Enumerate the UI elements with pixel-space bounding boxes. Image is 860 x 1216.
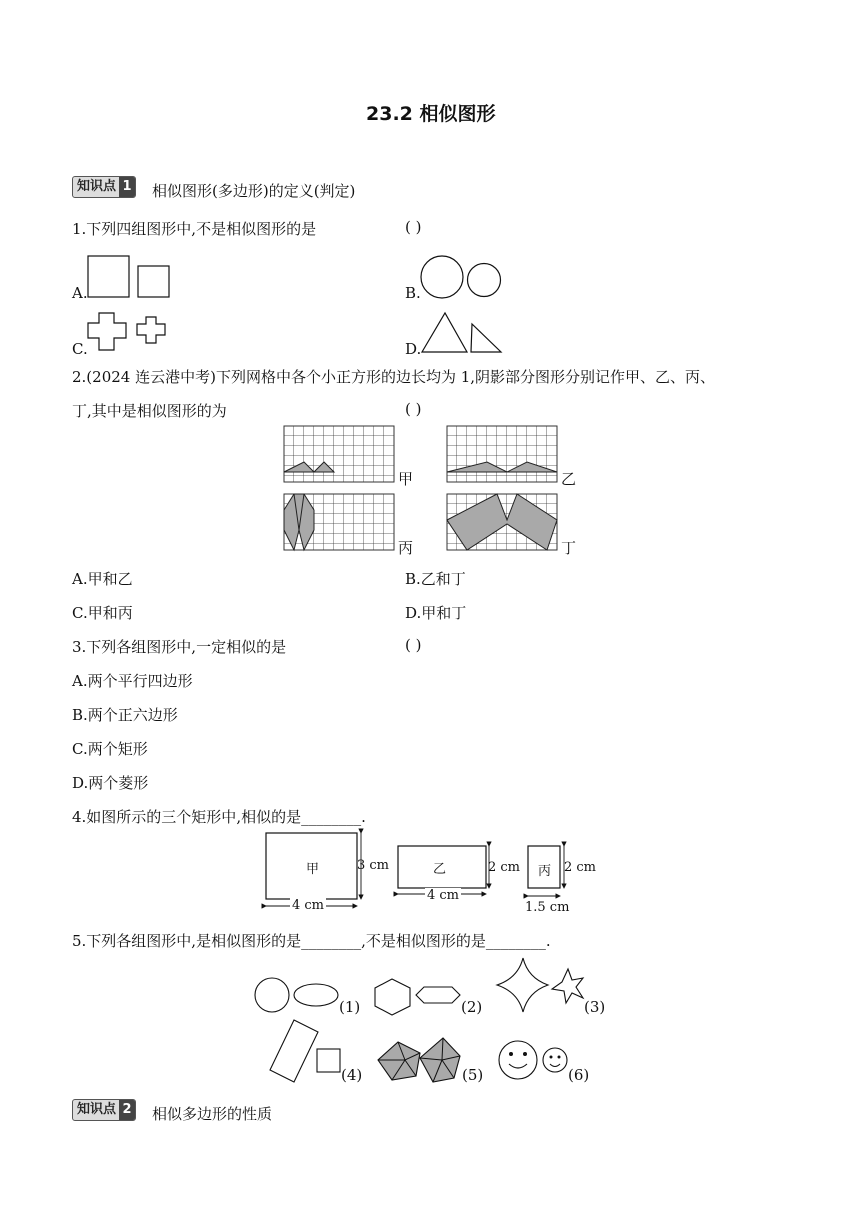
page-title: 23.2 相似图形 <box>366 103 496 125</box>
option-b-label: B. <box>405 284 421 302</box>
badge-text: 知识点 <box>77 179 117 194</box>
q3-option-a: A.两个平行四边形 <box>72 672 193 690</box>
right-triangle <box>471 324 501 352</box>
q3-option-c: C.两个矩形 <box>72 740 148 758</box>
rect-bing-name: 丙 <box>538 864 552 879</box>
badge-number: 2 <box>119 1100 135 1120</box>
shape-label-3: (3) <box>584 998 606 1016</box>
knowledge-point-badge-2 <box>72 1099 136 1121</box>
rect-jia-name: 甲 <box>306 862 320 877</box>
badge-text: 知识点 <box>77 1102 117 1117</box>
shape-label-5: (5) <box>462 1066 484 1084</box>
knowledge-point-badge-1 <box>72 176 136 198</box>
big-triangle <box>422 313 467 352</box>
grid-jia <box>284 426 404 486</box>
small-square <box>138 266 169 297</box>
q3-option-d: D.两个菱形 <box>72 774 149 792</box>
grid-label-yi: 乙 <box>561 470 577 488</box>
squares-figure <box>86 254 176 300</box>
rect-bing-height: 2 cm <box>564 860 597 875</box>
q2-option-c: C.甲和丙 <box>72 604 133 622</box>
small-circle <box>468 264 501 297</box>
q2-option-d: D.甲和丁 <box>405 604 467 622</box>
small-cross <box>137 317 165 343</box>
option-a-label: A. <box>72 284 88 302</box>
q2-option-a: A.甲和乙 <box>72 570 133 588</box>
grid-yi <box>447 426 567 486</box>
q3-option-b: B.两个正六边形 <box>72 706 178 724</box>
question-1-stem: 1.下列四组图形中,不是相似图形的是 <box>72 220 317 238</box>
question-5-stem: 5.下列各组图形中,是相似图形的是________,不是相似图形的是________. <box>72 932 551 950</box>
shape-label-4: (4) <box>341 1066 363 1084</box>
question-2-stem-line1: 2.(2024 连云港中考)下列网格中各个小正方形的边长均为 1,阴影部分图形分别记作甲、乙、丙、 <box>72 368 716 386</box>
grid-label-ding: 丁 <box>561 539 577 557</box>
grid-label-jia: 甲 <box>398 470 414 488</box>
grid-bing <box>284 494 404 554</box>
shape-label-6: (6) <box>568 1066 590 1084</box>
rect-jia-width: 4 cm <box>292 898 325 913</box>
question-3-stem: 3.下列各组图形中,一定相似的是 <box>72 638 287 656</box>
rect-yi-height: 2 cm <box>488 860 521 875</box>
shapes-figure <box>250 954 620 1088</box>
big-square <box>88 256 129 297</box>
grid-ding <box>447 494 567 554</box>
answer-paren: ( ) <box>405 400 422 418</box>
answer-paren: ( ) <box>405 218 422 236</box>
rect-jia-height: 3 cm <box>357 858 390 873</box>
big-circle <box>421 256 463 298</box>
question-4-stem: 4.如图所示的三个矩形中,相似的是________. <box>72 808 366 826</box>
section-heading-2: 相似多边形的性质 <box>152 1105 273 1123</box>
option-c-label: C. <box>72 340 88 358</box>
shape-label-2: (2) <box>461 998 483 1016</box>
question-2-stem-line2: 丁,其中是相似图形的为 <box>72 402 227 420</box>
badge-number: 1 <box>119 177 135 197</box>
option-d-label: D. <box>405 340 422 358</box>
rect-yi-width: 4 cm <box>427 888 460 903</box>
circles-figure <box>420 254 504 300</box>
big-cross <box>88 313 126 350</box>
grid-label-bing: 丙 <box>398 539 414 557</box>
rect-bing-width: 1.5 cm <box>525 900 570 915</box>
crosses-figure <box>86 310 176 356</box>
section-heading-1: 相似图形(多边形)的定义(判定) <box>152 182 356 200</box>
answer-paren: ( ) <box>405 636 422 654</box>
triangles-figure <box>420 310 506 356</box>
rect-yi-name: 乙 <box>433 862 447 877</box>
shape-label-1: (1) <box>339 998 361 1016</box>
q2-option-b: B.乙和丁 <box>405 570 466 588</box>
